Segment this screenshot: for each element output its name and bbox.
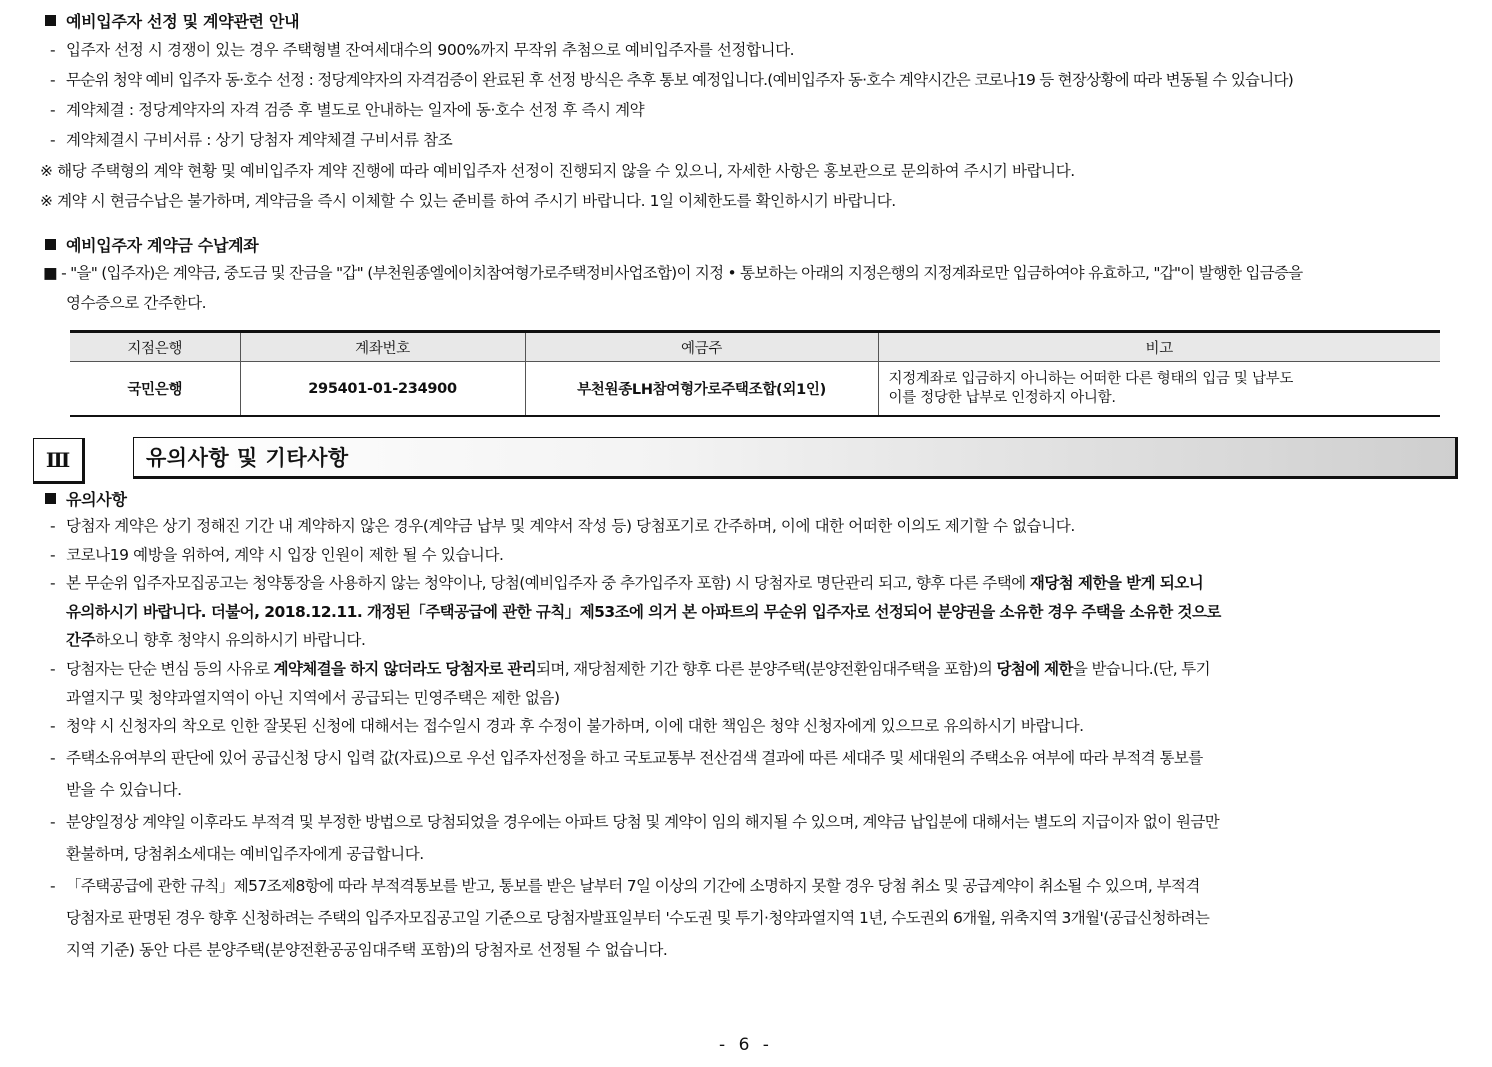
list-item-continued: 당첨자로 판명된 경우 향후 신청하려는 주택의 입주자모집공고일 기준으로 당첨자발표일부터 '수도권 및 투기·청약과열지역 1년, 수도권외 6개월, 위축지역 3개월'(공급신청하려는: [66, 909, 1210, 927]
list-item: - 코로나19 예방을 위하여, 계약 시 입장 인원이 제한 될 수 있습니다.: [50, 546, 504, 564]
list-item-continued: 과열지구 및 청약과열지역이 아닌 지역에서 공급되는 민영주택은 제한 없음): [66, 689, 560, 707]
column-header: 예금주: [525, 332, 878, 362]
list-item: - 청약 시 신청자의 착오로 인한 잘못된 신청에 대해서는 접수일시 경과 후 수정이 불가하며, 이에 대한 책임은 청약 신청자에게 있으므로 유의하시기 바랍니다.: [50, 717, 1084, 735]
column-header: 비고: [878, 332, 1440, 362]
list-item: - 주택소유여부의 판단에 있어 공급신청 당시 입력 값(자료)으로 우선 입주자선정을 하고 국토교통부 전산검색 결과에 따른 세대주 및 세대원의 주택소유 여부에 따라 부적격 통보를: [50, 749, 1203, 767]
section-heading-deposit-account: 예비입주자 계약금 수납계좌: [45, 233, 258, 256]
note-item: ※ 해당 주택형의 계약 현황 및 예비입주자 계약 진행에 따라 예비입주자 선정이 진행되지 않을 수 있으니, 자세한 사항은 홍보관으로 문의하여 주시기 바랍니다.: [40, 162, 1075, 180]
deposit-notice-line: 영수증으로 간주한다.: [66, 294, 207, 312]
section-number-box: Ⅲ: [33, 438, 85, 484]
list-item: - 당첨자 계약은 상기 정해진 기간 내 계약하지 않은 경우(계약금 납부 및 계약서 작성 등) 당첨포기로 간주하며, 이에 대한 어떠한 이의도 제기할 수 없습니다.: [50, 517, 1075, 535]
list-item: - 계약체결시 구비서류 : 상기 당첨자 계약체결 구비서류 참조: [50, 131, 453, 149]
list-item-continued: 받을 수 있습니다.: [66, 781, 182, 799]
square-bullet-icon: [45, 15, 56, 26]
table-header-row: [70, 332, 1440, 362]
account-number-cell: 295401-01-234900: [240, 362, 525, 417]
list-item-continued: 유의하시기 바랍니다. 더불어, 2018.12.11. 개정된「주택공급에 관한 규칙」제53조에 의거 본 아파트의 무순위 입주자로 선정되어 분양권을 소유한 경우 주택을 소유한 것으로: [66, 603, 1221, 621]
list-item-continued: 지역 기준) 동안 다른 분양주택(분양전환공공임대주택 포함)의 당첨자로 선정될 수 없습니다.: [66, 941, 668, 959]
list-item-continued: 간주하오니 향후 청약시 유의하시기 바랍니다.: [66, 631, 366, 649]
column-header: 지점은행: [70, 332, 240, 362]
table-row: [70, 362, 1440, 417]
note-item: ※ 계약 시 현금수납은 불가하며, 계약금을 즉시 이체할 수 있는 준비를 하여 주시기 바랍니다. 1일 이체한도를 확인하시기 바랍니다.: [40, 192, 896, 210]
list-item: - 「주택공급에 관한 규칙」제57조제8항에 따라 부적격통보를 받고, 통보를 받은 날부터 7일 이상의 기간에 소명하지 못할 경우 당첨 취소 및 공급계약이 취소될 수 있으며, 부적격: [50, 877, 1200, 895]
square-bullet-icon: [45, 493, 56, 504]
deposit-account-table: [70, 330, 1440, 417]
list-item: - 무순위 청약 예비 입주자 동·호수 선정 : 정당계약자의 자격검증이 완료된 후 선정 방식은 추후 통보 예정입니다.(예비입주자 동·호수 계약시간은 코로나19 등 현장상황에 따라 변동될 수 있습니다): [50, 71, 1294, 89]
column-header: 계좌번호: [240, 332, 525, 362]
section-title: 유의사항 및 기타사항: [146, 446, 349, 470]
list-item: - 계약체결 : 정당계약자의 자격 검증 후 별도로 안내하는 일자에 동·호수 선정 후 즉시 계약: [50, 101, 645, 119]
list-item: - 입주자 선정 시 경쟁이 있는 경우 주택형별 잔여세대수의 900%까지 무작위 추첨으로 예비입주자를 선정합니다.: [50, 41, 795, 59]
square-bullet-icon: [45, 239, 56, 250]
deposit-notice-line: ■ - "을" (입주자)은 계약금, 중도금 및 잔금을 "갑" (부천원종엘에이치참여형가로주택정비사업조합)이 지정 • 통보하는 아래의 지정은행의 지정계좌로만 입금하여야 유효하고, "갑"이 발행한 입금증을: [43, 264, 1303, 282]
list-item: - 본 무순위 입주자모집공고는 청약통장을 사용하지 않는 청약이나, 당첨(예비입주자 중 추가입주자 포함) 시 당첨자로 명단관리 되고, 향후 다른 주택에 재당첨 제한을 받게 되오니: [50, 574, 1204, 592]
remarks-cell: 지정계좌로 입금하지 아니하는 어떠한 다른 형태의 입금 및 납부도 이를 정당한 납부로 인정하지 아니함.: [878, 362, 1440, 417]
account-holder-cell: 부천원종LH참여형가로주택조합(외1인): [525, 362, 878, 417]
section-title-bar: [133, 437, 1458, 479]
section-heading-precautions: 유의사항: [45, 487, 127, 510]
list-item: - 분양일정상 계약일 이후라도 부적격 및 부정한 방법으로 당첨되었을 경우에는 아파트 당첨 및 계약이 임의 해지될 수 있으며, 계약금 납입분에 대해서는 별도의 지급이자 없이 원금만: [50, 813, 1220, 831]
bank-cell: 국민은행: [70, 362, 240, 417]
list-item: - 당첨자는 단순 변심 등의 사유로 계약체결을 하지 않더라도 당첨자로 관리되며, 재당첨제한 기간 향후 다른 분양주택(분양전환임대주택을 포함)의 당첨에 제한을 받습니다.(단, 투기: [50, 660, 1210, 678]
section-heading-reserve-selection: 예비입주자 선정 및 계약관련 안내: [45, 9, 299, 32]
list-item-continued: 환불하며, 당첨취소세대는 예비입주자에게 공급합니다.: [66, 845, 424, 863]
page-number: - 6 -: [719, 1035, 773, 1055]
